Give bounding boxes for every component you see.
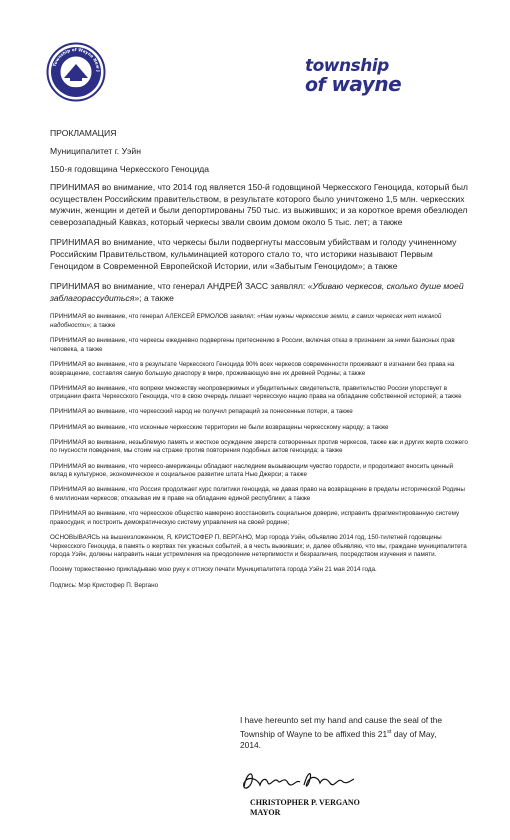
whereas-paragraph: ПРИНИМАЯ во внимание, что исконные черкесские территории не были возвращены черкесскому народу; а также bbox=[50, 423, 389, 431]
document-subtitle: 150-я годовщина Черкесского Геноцида bbox=[50, 164, 210, 174]
whereas-paragraph: ПРИНИМАЯ во внимание, что черкесское общество намерено восстановить социальное доверие, исправить фрагментированную систему правосудия; и построить демократическую систему управления на своей родине; bbox=[50, 510, 460, 526]
whereas-paragraph: ПРИНИМАЯ во внимание, что Россия продолжает курс политики геноцида, не давая право на возвращение в пределы исторической Родины 6 миллионам черкесов; отказывая им в праве на обладание единой республики; а также bbox=[50, 486, 465, 502]
zass-quote: «Убиваю черкесов, сколько душе моей заблагорассудиться» bbox=[50, 281, 464, 303]
logo-line-1: township bbox=[305, 56, 389, 76]
attestation-year: 2014. bbox=[240, 739, 261, 750]
whereas-paragraph: ПРИНИМАЯ во внимание, что 2014 год является 150-й годовщиной Черкесского Геноцида, который был осуществлен Российским правительством, в результате которого было уничтожено 1,5 млн. черкесских мужчин, женщин и детей и были депортированы 750 тыс. из выживших; и за короткое время обезлюдел северозападный Кавказ, который черкесы звали своим домом около 5 тыс. лет; а также bbox=[50, 182, 468, 227]
attestation-day: Township of Wayne to be affixed this 21 bbox=[240, 728, 388, 739]
municipality: Муниципалитет г. Уэйн bbox=[50, 146, 141, 156]
whereas-paragraph: ПРИНИМАЯ во внимание, что в результате Черкесского Геноцида 90% всех черкесов современности проживают в изгнании без права на возвращение, составляя самую большую диаспору в мире, проживающую вне их древней Родины; а также bbox=[50, 360, 455, 377]
logo-line-2-word: wayne bbox=[331, 72, 402, 96]
ermolov-lead: ПРИНИМАЯ во внимание, что генерал АЛЕКСЕЙ ЕРМОЛОВ заявлял: bbox=[50, 313, 258, 321]
attestation-month: day of May, bbox=[391, 728, 437, 739]
ermolov-tail: ; а также bbox=[89, 321, 116, 329]
logo-line-2-prefix: of bbox=[305, 74, 332, 96]
whereas-ermolov-paragraph bbox=[50, 313, 468, 330]
whereas-paragraph: ПРИНИМАЯ во внимание, незыблемую память и жесткое осуждение зверств сотворенных против черкесов, также как и других жертв схожего по гнусности поведения, мы стоим на страже против повторения подобных актов геноцида; а также bbox=[50, 438, 468, 455]
whereas-paragraph: ПРИНИМАЯ во внимание, что черкесы были подвергнуты массовым убийствам и голоду учиненному Российским Правительством, кульминацией которого стало то, что историки называют Первым Геноцидом в Современной Европейской Истории, или «Забытым Геноцидом»; а также bbox=[50, 237, 457, 271]
signer-block bbox=[250, 798, 360, 818]
signature-icon bbox=[238, 765, 358, 795]
ermolov-quote: «Нам нужны черкесские земли, в самих черкесах нет никакой надобности» bbox=[50, 313, 442, 329]
signer-title: MAYOR bbox=[250, 808, 281, 817]
seal-text: Township of Wayne New J bbox=[51, 46, 102, 72]
whereas-zass-paragraph bbox=[50, 281, 468, 304]
signer-name: CHRISTOPHER P. VERGANO bbox=[250, 798, 360, 807]
whereas-paragraph: ПРИНИМАЯ во внимание, что вопреки множеству неопровержимых и убедительных свидетельств, правительство России упорствует в отрицании факта Черкесского Геноцида, что в свою очередь лишает черкесскую нацию права на обладание собственной историей; а также bbox=[50, 384, 462, 401]
zass-lead: ПРИНИМАЯ во внимание, что генерал АНДРЕЙ ЗАСС заявлял: bbox=[50, 281, 308, 292]
resolution-paragraph: ОСНОВЫВАЯСЬ на вышеизложенном, Я, КРИСТОФЕР П. ВЕРГАНО, Мэр города Уэйн, объявляю 2014 год, 150-тилетней годовщины Черкесского Геноцида, в память о жертвах тех ужасных событий, а в честь выживших; и, далее объявляю, что мы, граждане муниципалитета города Уэйн, должны направить наши устремления на преодоление нетерпимости и безразличия, посредством изучения и памяти. bbox=[50, 533, 467, 559]
whereas-paragraph: ПРИНИМАЯ во внимание, что черкесский народ не получил репараций за понесенные потери, а также bbox=[50, 408, 353, 416]
closing-paragraph: Посему торжественно прикладываю мою руку к оттиску печати Муниципалитета города Уэйн 21 мая 2014 года. bbox=[50, 566, 377, 574]
attestation-line-2 bbox=[240, 727, 480, 740]
english-attestation bbox=[240, 715, 480, 751]
attestation-line-1: I have hereunto set my hand and cause the seal of the bbox=[240, 715, 443, 725]
attestation-day-suffix: st bbox=[387, 728, 392, 735]
logo-line-2 bbox=[305, 72, 402, 96]
document-title: ПРОКЛАМАЦИЯ bbox=[50, 128, 117, 138]
township-logo bbox=[305, 58, 401, 95]
proclamation-body bbox=[50, 128, 468, 597]
township-seal-icon bbox=[46, 42, 106, 102]
zass-tail: ; а также bbox=[139, 292, 174, 303]
whereas-paragraph: ПРИНИМАЯ во внимание, что черкесы ежедневно подвергены притеснению в России, включая отказ в признании за ними базисных прав человека, а также bbox=[50, 337, 455, 353]
whereas-paragraph: ПРИНИМАЯ во внимание, что черкесо-американцы обладают наследием вызывающим чувство гордости, и продолжают вносить ценный вклад в культурное, экономическое и социальное развитие штата Нью Джерси; а также bbox=[50, 462, 454, 479]
signed-russian: Подпись: Мэр Кристофер П. Вергано bbox=[50, 581, 159, 589]
